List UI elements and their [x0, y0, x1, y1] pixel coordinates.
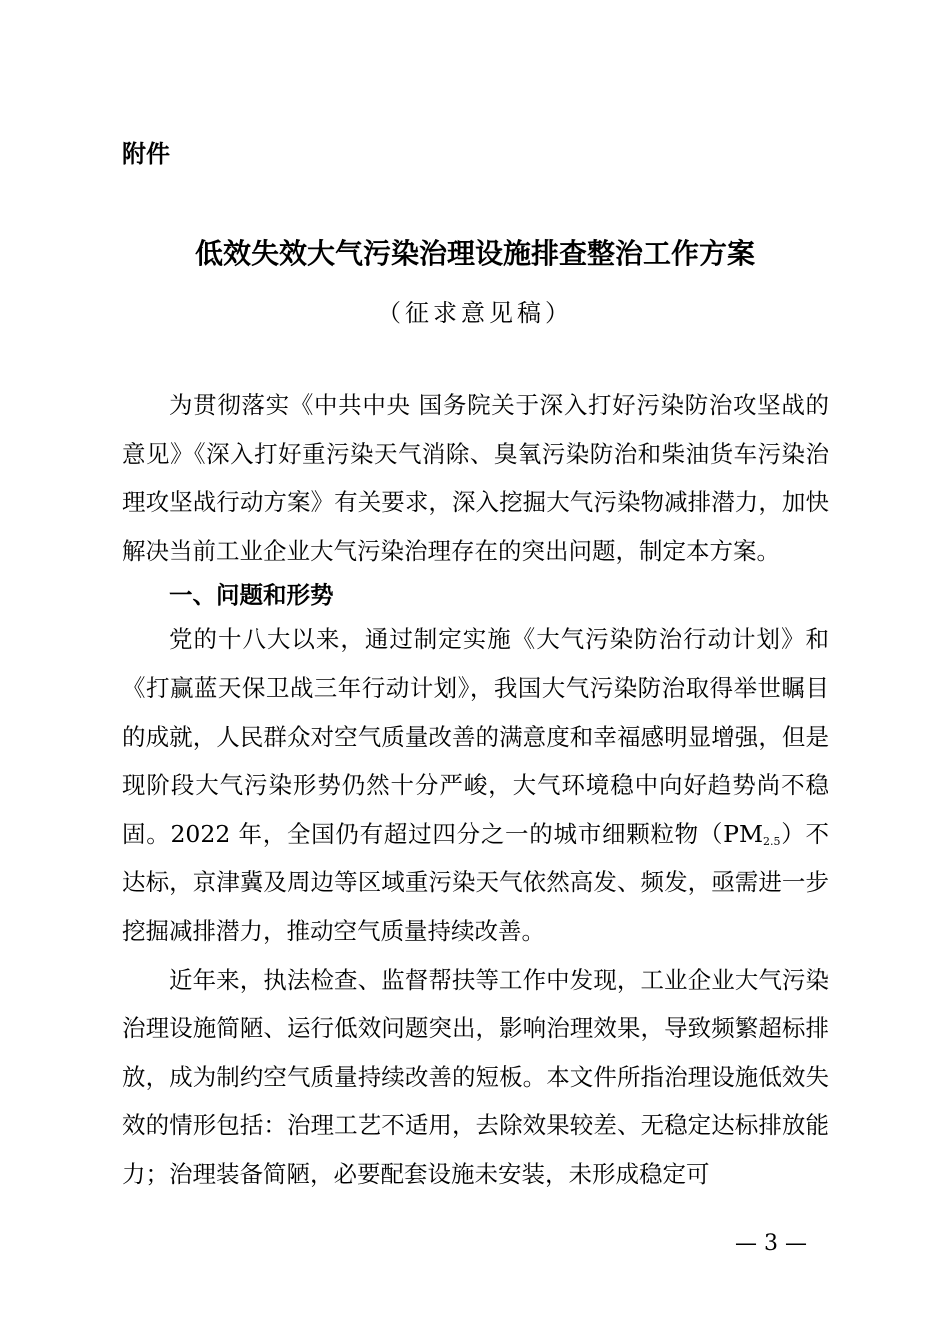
attachment-label: 附件 [122, 140, 170, 168]
intro-paragraph: 为贯彻落实《中共中央 国务院关于深入打好污染防治攻坚战的意见》《深入打好重污染天气消除、臭氧污染防治和柴油货车污染治理攻坚战行动方案》有关要求，深入挖掘大气污染物减排潜力，加快解决当前工业企业大气污染治理存在的突出问题，制定本方案。 [122, 391, 829, 565]
section-heading: 一、问题和形势 [169, 581, 334, 610]
situation-text-part1: 党的十八大以来，通过制定实施《大气污染防治行动计划》和《打赢蓝天保卫战三年行动计划》，我国大气污染防治取得举世瞩目的成就，人民群众对空气质量改善的满意度和幸福感明显增强，但是现阶段大气污染形势仍然十分严峻，大气环境稳中向好趋势尚不稳固。2022 年，全国仍有超过四分之一的城市细颗粒物（PM [122, 625, 829, 848]
document-body [122, 381, 829, 1199]
situation-text-part2: ）不达标，京津冀及周边等区域重污染天气依然高发、频发，亟需进一步挖掘减排潜力，推动空气质量持续改善。 [122, 819, 829, 945]
pm-subscript: 2.5 [763, 834, 781, 848]
situation-paragraph [122, 615, 829, 955]
page-number: — 3 — [735, 1231, 807, 1256]
document-subtitle: （征求意见稿） [377, 299, 573, 327]
document-title: 低效失效大气污染治理设施排查整治工作方案 [194, 237, 755, 270]
findings-paragraph: 近年来，执法检查、监督帮扶等工作中发现，工业企业大气污染治理设施简陋、运行低效问题突出，影响治理效果，导致频繁超标排放，成为制约空气质量持续改善的短板。本文件所指治理设施低效失效的情形包括：治理工艺不适用，去除效果较差、无稳定达标排放能力；治理装备简陋，必要配套设施未安装，未形成稳定可 [122, 965, 829, 1188]
